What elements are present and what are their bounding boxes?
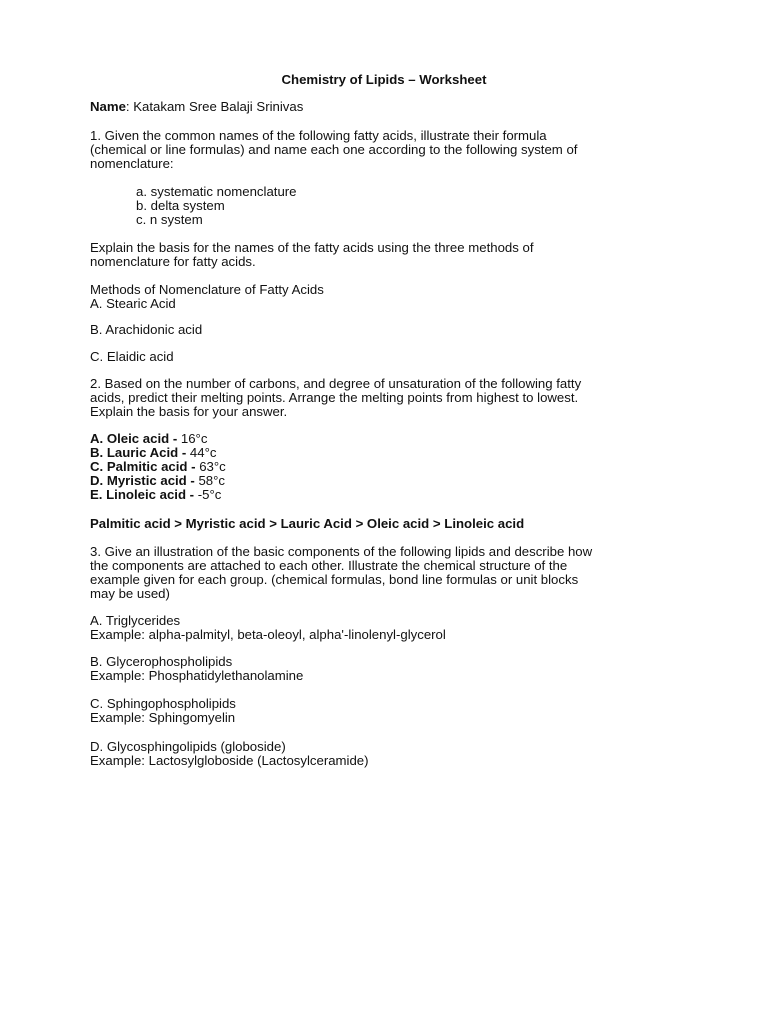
q2-prompt [90, 377, 690, 419]
lipid-group-example: Example: alpha-palmityl, beta-oleoyl, alpha'-linolenyl-glycerol [90, 627, 446, 642]
lipid-group [90, 655, 690, 683]
q1-explain-line: nomenclature for fatty acids. [90, 254, 256, 269]
lipid-group-example: Example: Sphingomyelin [90, 710, 236, 725]
system-item: c. n system [136, 212, 203, 227]
melting-point-order: Palmitic acid > Myristic acid > Lauric Acid > Oleic acid > Linoleic acid [90, 516, 525, 531]
q1-methods [90, 283, 690, 311]
q2-line: Explain the basis for your answer. [90, 404, 288, 419]
acid-label: D. Myristic acid - [90, 473, 195, 488]
lipid-group-heading: C. Sphingophospholipids [90, 696, 236, 711]
q3-line: the components are attached to each other. Illustrate the chemical structure of the [90, 558, 568, 573]
q3-line: 3. Give an illustration of the basic components of the following lipids and describe how [90, 544, 593, 559]
lipid-group-heading: A. Triglycerides [90, 613, 181, 628]
methods-heading: Methods of Nomenclature of Fatty Acids [90, 282, 324, 297]
acid-label: C. Palmitic acid - [90, 459, 196, 474]
lipid-group-heading: B. Glycerophospholipids [90, 654, 233, 669]
lipid-group-heading: D. Glycosphingolipids (globoside) [90, 739, 286, 754]
melting-point-item [90, 474, 690, 488]
system-item: b. delta system [136, 198, 225, 213]
q1-explain-line: Explain the basis for the names of the fatty acids using the three methods of [90, 240, 534, 255]
name-label: Name [90, 99, 126, 114]
acid-label: B. Lauric Acid - [90, 445, 187, 460]
acid-temp: -5°c [194, 487, 222, 502]
melting-point-item [90, 446, 690, 460]
lipid-group [90, 697, 690, 725]
lipid-group-example: Example: Phosphatidylethanolamine [90, 668, 304, 683]
q2-line: acids, predict their melting points. Arrange the melting points from highest to lowest. [90, 390, 579, 405]
name-value: : Katakam Sree Balaji Srinivas [125, 99, 304, 114]
melting-point-list [90, 432, 690, 502]
page-title: Chemistry of Lipids – Worksheet [281, 72, 487, 87]
q3-prompt [90, 545, 690, 601]
acid-label: E. Linoleic acid - [90, 487, 195, 502]
student-name [90, 100, 690, 114]
acid-temp: 58°c [194, 473, 226, 488]
melting-point-item [90, 432, 690, 446]
acid-item: B. Arachidonic acid [90, 322, 203, 337]
q2-line: 2. Based on the number of carbons, and degree of unsaturation of the following fatty [90, 376, 582, 391]
lipid-group [90, 740, 690, 768]
melting-point-item [90, 488, 690, 502]
q1-systems-list [136, 185, 736, 227]
lipid-group-example: Example: Lactosylgloboside (Lactosylceramide) [90, 753, 369, 768]
melting-point-item [90, 460, 690, 474]
acid-item: C. Elaidic acid [90, 349, 174, 364]
q1-line: 1. Given the common names of the following fatty acids, illustrate their formula [90, 128, 547, 143]
lipid-group [90, 614, 690, 642]
acid-temp: 16°c [177, 431, 208, 446]
q3-line: may be used) [90, 586, 170, 601]
q1-line: nomenclature: [90, 156, 174, 171]
acid-temp: 63°c [195, 459, 226, 474]
q1-explain [90, 241, 690, 269]
q1-line: (chemical or line formulas) and name each one according to the following system of [90, 142, 578, 157]
system-item: a. systematic nomenclature [136, 184, 297, 199]
acid-temp: 44°c [186, 445, 217, 460]
q3-line: example given for each group. (chemical formulas, bond line formulas or unit blocks [90, 572, 579, 587]
acid-item: A. Stearic Acid [90, 296, 176, 311]
q1-prompt [90, 129, 690, 171]
acid-label: A. Oleic acid - [90, 431, 178, 446]
